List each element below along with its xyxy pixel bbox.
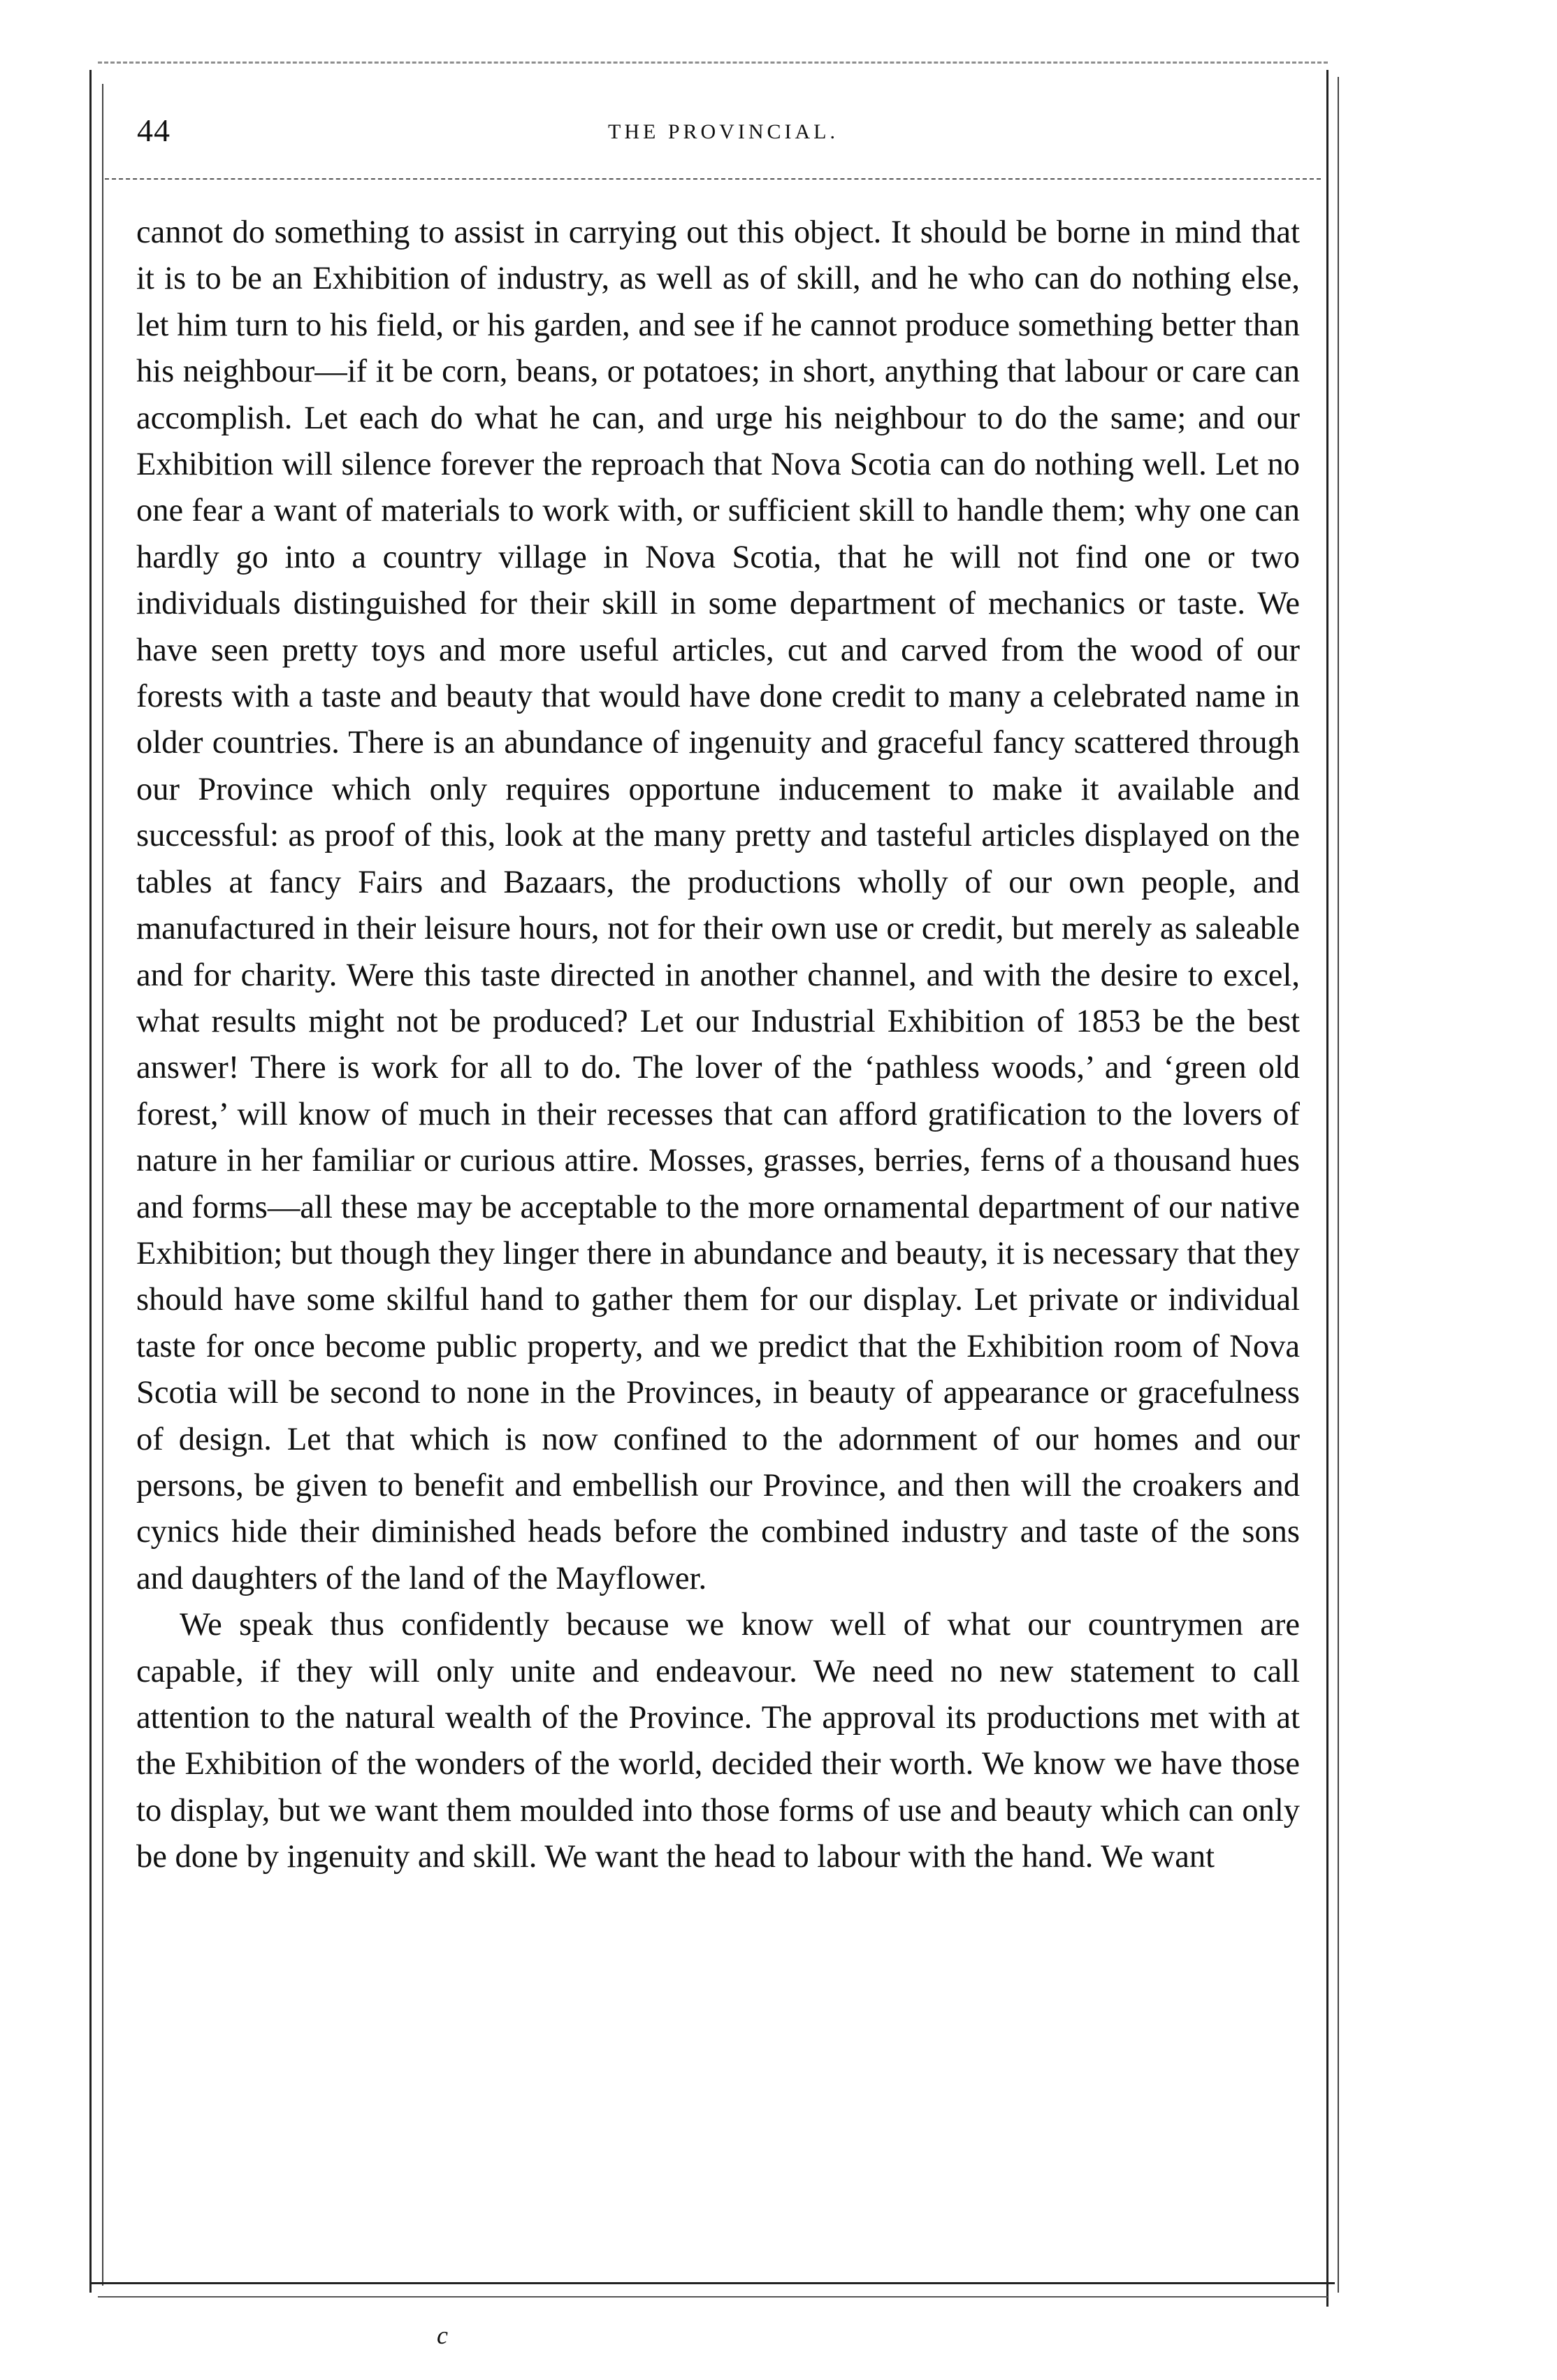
page-border-right-inner [1338, 77, 1339, 2293]
running-title: THE PROVINCIAL. [608, 120, 839, 143]
article-body [136, 210, 1300, 1881]
page-border-bottom [91, 2282, 1335, 2284]
page-border-bottom-inner [98, 2296, 1328, 2298]
paragraph-continued: cannot do something to assist in carrying out this object. It should be borne in mind that it is to be an Exhibition of industry, as well as of skill, and he who can do nothing else, let him turn to his field, or his garden, and see if he cannot produce something better than his neighbour—if it be corn, beans, or potatoes; in short, anything that labour or care can accomplish. Let each do what he can, and urge his neighbour to do the same; and our Exhibition will silence forever the reproach that Nova Scotia can do nothing well. Let no one fear a want of materials to work with, or sufficient skill to handle them; why one can hardly go into a country village in Nova Scotia, that he will not find one or two individuals distinguished for their skill in some department of mechanics or taste. We have seen pretty toys and more useful articles, cut and carved from the wood of our forests with a taste and beauty that would have done credit to many a celebrated name in older countries. There is an abundance of ingenuity and graceful fancy scattered through our Province which only requires opportune inducement to make it available and successful: as proof of this, look at the many pretty and tasteful articles displayed on the tables at fancy Fairs and Bazaars, the productions wholly of our own people, and manufactured in their leisure hours, not for their own use or credit, but merely as saleable and for charity. Were this taste directed in another channel, and with the desire to excel, what results might not be produced? Let our Industrial Exhibition of 1853 be the best answer! There is work for all to do. The lover of the ‘pathless woods,’ and ‘green old forest,’ will know of much in their recesses that can afford gratification to the lovers of nature in her familiar or curious attire. Mosses, grasses, berries, ferns of a thousand hues and forms—all these may be acceptable to the more ornamental department of our native Exhibition; but though they linger there in abundance and beauty, it is necessary that they should have some skilful hand to gather them for our display. Let private or individual taste for once become public property, and we predict that the Exhibition room of Nova Scotia will be second to none in the Provinces, in beauty of appearance or gracefulness of design. Let that which is now confined to the adornment of our homes and our persons, be given to benefit and embellish our Province, and then will the croakers and cynics hide their diminished heads before the combined industry and taste of the sons and daughters of the land of the Mayflower. [136, 215, 1300, 1596]
top-scan-artifact [98, 62, 1328, 71]
page-number: 44 [137, 113, 171, 148]
stray-ink-mark: c [437, 2321, 448, 2349]
page-border-left-inner [102, 84, 103, 2286]
page-border-right [1326, 70, 1328, 2307]
header-rule [105, 178, 1321, 180]
page-header [133, 105, 1314, 161]
page-border-left [89, 70, 92, 2293]
paragraph: We speak thus confidently because we know well of what our countrymen are capable, if they will only unite and endeavour. We need no new statement to call attention to the natural wealth of the Province. The approval its productions met with at the Exhibition of the wonders of the world, decided their worth. We know we have those to display, but we want them moulded into those forms of use and beauty which can only be done by ingenuity and skill. We want the head to labour with the hand. We want [136, 1607, 1300, 1875]
